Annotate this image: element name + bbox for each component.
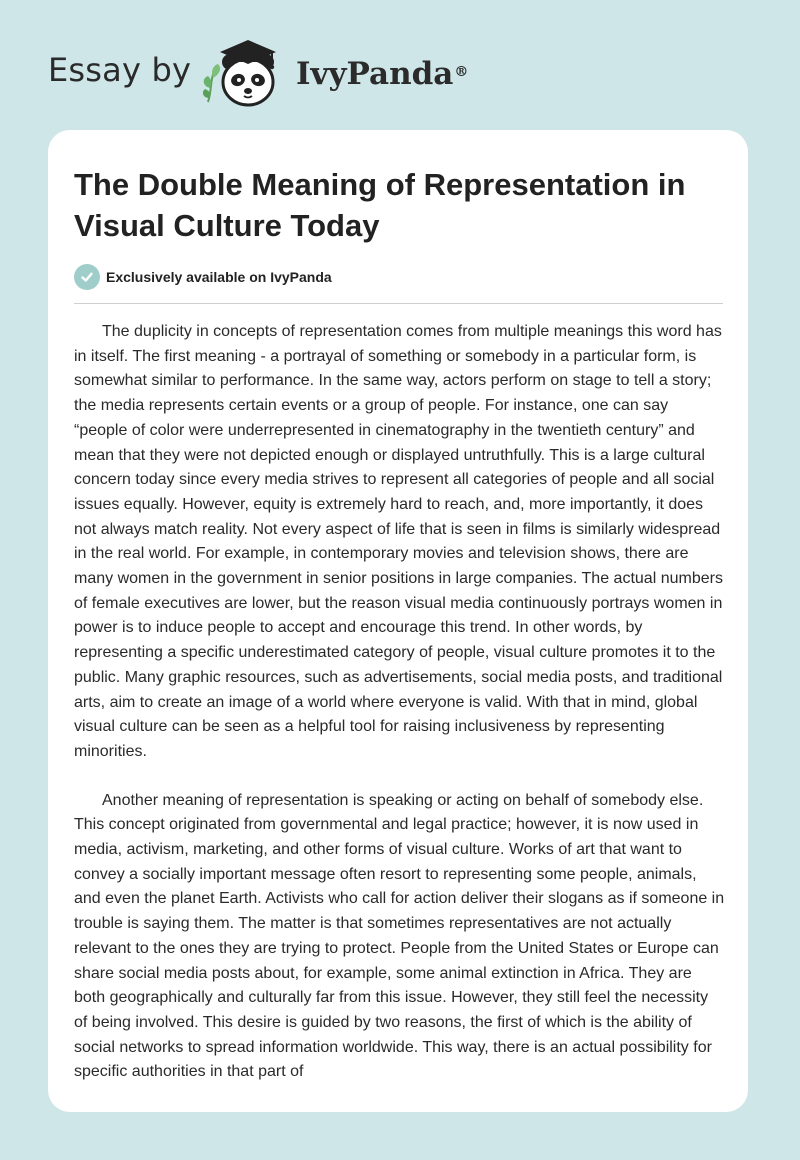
essay-by-label: Essay by <box>48 51 192 89</box>
divider <box>74 303 723 304</box>
paragraph-2: Another meaning of representation is speaking or acting on behalf of somebody else. This concept originated from governmental and legal practice; however, it is now used in media, activism, marketing, and other forms of visual culture. Works of art that want to convey a socially important message often resort to representing some people, animals, and even the planet Earth. Activists who call for action deliver their slogans as if someone in trouble is saying them. The matter is that sometimes representatives are not actually relevant to the ones they are trying to protect. People from the United States or Europe can share social media posts about, for example, some animal extinction in Africa. They are both geographically and culturally far from this issue. However, they still feel the necessity of being involved. This desire is guided by two reasons, the first of which is the ability of social networks to spread information worldwide. This way, there is an actual possibility for specific authorities in that part of <box>74 791 725 1081</box>
essay-body <box>74 320 725 1109</box>
panda-graduate-icon <box>200 32 296 110</box>
ivypanda-logo-icon[interactable] <box>200 32 296 110</box>
exclusive-badge <box>74 264 332 290</box>
essay-card <box>48 130 748 1112</box>
site-header <box>0 0 800 120</box>
paragraph-1: The duplicity in concepts of representation comes from multiple meanings this word has in itself. The first meaning - a portrayal of something or somebody in a particular form, is somewhat similar to performance. In the same way, actors perform on stage to tell a story; the media represents certain events or a group of people. For instance, one can say “people of color were underrepresented in cinematography in the twentieth century” and mean that they were not depicted enough or displayed untruthfully. This is a large cultural concern today since every media strives to represent all categories of people and all social issues equally. However, equity is extremely hard to reach, and, more importantly, it does not always match reality. Not every aspect of life that is seen in films is similarly widespread in the real world. For example, in contemporary movies and television shows, there are many women in the government in senior positions in large companies. The actual numbers of female executives are lower, but the reason visual media continuously portrays women in power is to induce people to accept and encourage this trend. In other words, by representing a specific underestimated category of people, visual culture promotes it to the public. Many graphic resources, such as advertisements, social media posts, and traditional arts, aim to create an image of a world where everyone is valid. With that in mind, global visual culture can be seen as a helpful tool for raising inclusiveness by representing minorities. <box>74 323 723 760</box>
brand-name[interactable] <box>296 54 468 94</box>
brand-text: IvyPanda <box>296 56 454 92</box>
registered-mark: ® <box>454 64 469 80</box>
page-title: The Double Meaning of Representation in Visual Culture Today <box>74 167 686 243</box>
checkmark-icon <box>74 264 100 290</box>
badge-text: Exclusively available on IvyPanda <box>106 269 332 285</box>
